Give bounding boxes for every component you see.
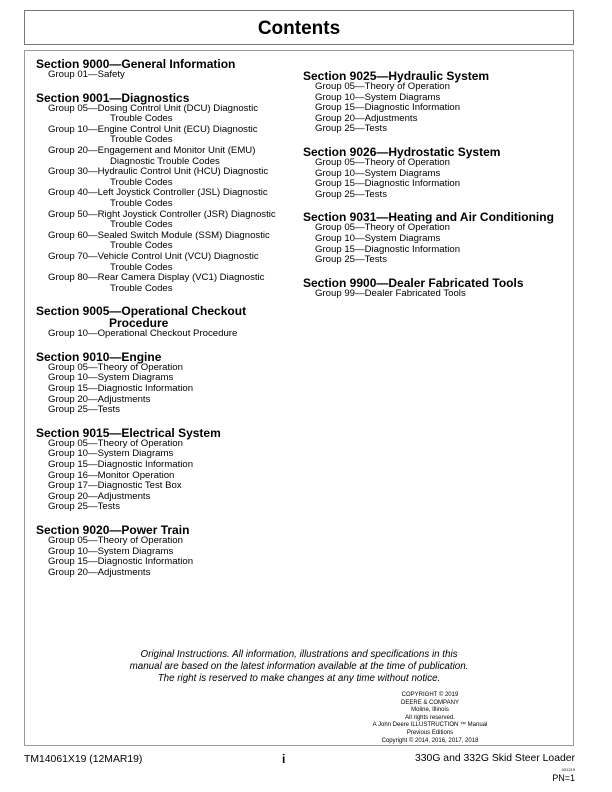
copyright-line: DEERE & COMPANY bbox=[401, 699, 459, 706]
copyright-block bbox=[355, 692, 505, 745]
toc-group-entry[interactable] bbox=[36, 210, 306, 231]
page-title: Contents bbox=[257, 18, 341, 39]
toc-group-entry[interactable] bbox=[303, 255, 573, 266]
section-heading[interactable] bbox=[36, 305, 306, 329]
group-entry-text: Group 16—Monitor Operation bbox=[48, 469, 175, 481]
section-heading-text: Section 9010—Engine bbox=[36, 349, 162, 364]
notice-line: Original Instructions. All information, illustrations and specifications in this bbox=[140, 649, 458, 660]
group-entry-continued: Diagnostic Trouble Codes bbox=[110, 155, 220, 167]
right-column bbox=[303, 70, 573, 310]
group-entry-text: Group 10—Engine Control Unit (ECU) Diagnostic bbox=[48, 123, 258, 135]
copyright-line: Previous Editions bbox=[406, 729, 454, 736]
footer-doc-id: TM14061X19 (12MAR19) bbox=[24, 754, 143, 765]
group-entry-text: Group 10—Operational Checkout Procedure bbox=[48, 328, 238, 340]
toc-group-entry[interactable] bbox=[36, 405, 306, 416]
group-entry-text: Group 15—Diagnostic Information bbox=[315, 243, 461, 255]
toc-group-entry[interactable] bbox=[36, 329, 306, 340]
toc-group-entry[interactable] bbox=[303, 289, 573, 300]
notice-line: manual are based on the latest information available at the time of publication. bbox=[129, 661, 469, 672]
group-entry-text: Group 20—Adjustments bbox=[48, 490, 151, 502]
toc-group-entry[interactable] bbox=[36, 104, 306, 125]
group-entry-text: Group 25—Tests bbox=[315, 254, 387, 266]
copyright-line: COPYRIGHT © 2019 bbox=[401, 692, 459, 698]
copyright-line: Moline, Illinois bbox=[411, 707, 449, 714]
section-heading-text: Section 9015—Electrical System bbox=[36, 425, 221, 440]
title-box bbox=[24, 10, 574, 45]
group-entry-text: Group 15—Diagnostic Information bbox=[48, 459, 194, 471]
group-entry-text: Group 10—System Diagrams bbox=[48, 545, 174, 557]
toc-section bbox=[36, 351, 306, 416]
toc-section bbox=[36, 427, 306, 513]
group-entry-text: Group 05—Theory of Operation bbox=[315, 81, 450, 92]
toc-section bbox=[36, 305, 306, 340]
original-instructions-notice bbox=[25, 649, 573, 685]
section-heading-text: Section 9000—General Information bbox=[36, 57, 236, 71]
group-entry-continued: Trouble Codes bbox=[110, 176, 173, 188]
notice-line: The right is reserved to make changes at any time without notice. bbox=[157, 673, 441, 684]
toc-group-entry[interactable] bbox=[36, 231, 306, 252]
group-entry-text: Group 40—Left Joystick Controller (JSL) Diagnostic bbox=[48, 187, 268, 199]
group-entry-text: Group 20—Adjustments bbox=[48, 393, 151, 405]
section-heading-text: Section 9031—Heating and Air Conditioning bbox=[303, 210, 554, 225]
group-entry-text: Group 05—Theory of Operation bbox=[315, 222, 450, 234]
group-entry-text: Group 05—Dosing Control Unit (DCU) Diagnostic bbox=[48, 102, 259, 114]
group-entry-continued: Trouble Codes bbox=[110, 134, 173, 146]
toc-group-entry[interactable] bbox=[36, 252, 306, 273]
group-entry-continued: Trouble Codes bbox=[110, 261, 173, 273]
group-entry-text: Group 05—Theory of Operation bbox=[48, 361, 183, 373]
toc-group-entry[interactable] bbox=[36, 502, 306, 513]
toc-section bbox=[36, 58, 306, 81]
group-entry-text: Group 25—Tests bbox=[48, 404, 120, 416]
footer-page-number: i bbox=[282, 752, 286, 766]
group-entry-text: Group 20—Adjustments bbox=[315, 112, 418, 124]
copyright-line: All rights reserved. bbox=[405, 714, 455, 721]
group-entry-text: Group 25—Tests bbox=[315, 123, 387, 135]
group-entry-text: Group 15—Diagnostic Information bbox=[315, 102, 461, 114]
toc-group-entry[interactable] bbox=[36, 146, 306, 167]
group-entry-text: Group 10—System Diagrams bbox=[315, 232, 441, 244]
group-entry-text: Group 80—Rear Camera Display (VC1) Diagnostic bbox=[48, 272, 265, 284]
group-entry-text: Group 10—System Diagrams bbox=[48, 448, 174, 460]
section-heading-text: Section 9900—Dealer Fabricated Tools bbox=[303, 275, 524, 290]
group-entry-text: Group 15—Diagnostic Information bbox=[48, 383, 194, 395]
group-entry-text: Group 05—Theory of Operation bbox=[48, 437, 183, 449]
copyright-line: Copyright © 2014, 2016, 2017, 2018 bbox=[381, 737, 479, 744]
toc-section bbox=[303, 146, 573, 200]
group-entry-continued: Trouble Codes bbox=[110, 197, 173, 209]
group-entry-continued: Trouble Codes bbox=[110, 282, 173, 294]
group-entry-text: Group 15—Diagnostic Information bbox=[315, 178, 461, 190]
section-heading-text: Section 9005—Operational Checkout bbox=[36, 304, 247, 319]
group-entry-continued: Trouble Codes bbox=[110, 240, 173, 252]
toc-section bbox=[303, 211, 573, 265]
toc-group-entry[interactable] bbox=[36, 125, 306, 146]
toc-group-entry[interactable] bbox=[303, 190, 573, 201]
toc-group-entry[interactable] bbox=[36, 568, 306, 579]
left-column bbox=[36, 58, 306, 589]
copyright-line: A John Deere ILLUSTRUCTION ™ Manual bbox=[372, 722, 488, 729]
group-entry-text: Group 70—Vehicle Control Unit (VCU) Diagnostic bbox=[48, 250, 259, 262]
group-entry-text: Group 10—System Diagrams bbox=[315, 91, 441, 103]
toc-group-entry[interactable] bbox=[36, 167, 306, 188]
footer-product: 330G and 332G Skid Steer Loader bbox=[414, 753, 575, 764]
group-entry-text: Group 50—Right Joystick Controller (JSR) Diagnostic bbox=[48, 208, 276, 220]
section-heading-text: Section 9020—Power Train bbox=[36, 523, 190, 537]
group-entry-continued: Trouble Codes bbox=[110, 113, 173, 125]
toc-group-entry[interactable] bbox=[36, 273, 306, 294]
group-entry-text: Group 30—Hydraulic Control Unit (HCU) Diagnostic bbox=[48, 166, 269, 178]
group-entry-text: Group 25—Tests bbox=[48, 501, 120, 513]
group-entry-text: Group 15—Diagnostic Information bbox=[48, 556, 194, 568]
toc-group-entry[interactable] bbox=[303, 124, 573, 135]
group-entry-text: Group 17—Diagnostic Test Box bbox=[48, 480, 182, 492]
toc-section bbox=[36, 524, 306, 578]
toc-section bbox=[303, 70, 573, 135]
contents-box bbox=[24, 50, 574, 746]
group-entry-text: Group 20—Engagement and Monitor Unit (EMU) bbox=[48, 144, 256, 156]
group-entry-text: Group 60—Sealed Switch Module (SSM) Diagnostic bbox=[48, 229, 270, 241]
section-heading-text: Section 9001—Diagnostics bbox=[36, 90, 190, 105]
toc-section bbox=[36, 92, 306, 295]
footer-pn: PN=1 bbox=[552, 773, 575, 783]
section-heading-text: Section 9025—Hydraulic System bbox=[303, 69, 490, 83]
toc-group-entry[interactable] bbox=[36, 70, 306, 81]
section-heading-text: Section 9026—Hydrostatic System bbox=[303, 144, 501, 159]
group-entry-text: Group 05—Theory of Operation bbox=[48, 535, 183, 546]
group-entry-text: Group 25—Tests bbox=[315, 188, 387, 200]
group-entry-text: Group 99—Dealer Fabricated Tools bbox=[315, 287, 466, 299]
toc-section bbox=[303, 277, 573, 300]
group-entry-text: Group 10—System Diagrams bbox=[315, 167, 441, 179]
group-entry-text: Group 05—Theory of Operation bbox=[315, 156, 450, 168]
group-entry-text: Group 10—System Diagrams bbox=[48, 372, 174, 384]
group-entry-text: Group 20—Adjustments bbox=[48, 566, 151, 578]
section-heading-continued: Procedure bbox=[109, 316, 169, 331]
group-entry-continued: Trouble Codes bbox=[110, 219, 173, 231]
footer-code: 031219 bbox=[561, 767, 575, 772]
toc-group-entry[interactable] bbox=[36, 188, 306, 209]
group-entry-text: Group 01—Safety bbox=[48, 69, 125, 80]
